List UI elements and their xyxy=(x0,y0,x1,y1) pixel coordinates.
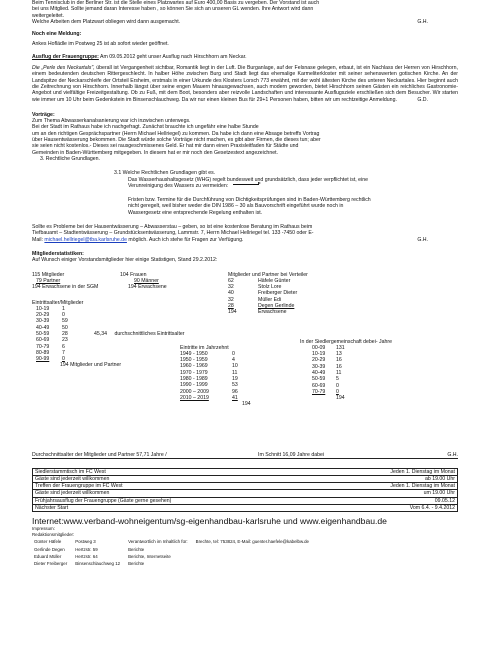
closing-line-2: Tiefbauamt – Stadtentwässerung – Grundstücksentwässerung, Lammstr. 7, Herrn Michael Hellriegel tel. 133 -7450 oder E- xyxy=(32,230,314,237)
years-count: 16 xyxy=(336,363,342,370)
item-3-1-text-2: Verunreinigung des Wassers zu vermeiden: xyxy=(32,183,458,189)
member-role: Berichte, Internetseite xyxy=(128,553,171,559)
verteiler-table xyxy=(228,278,300,316)
member-street: Binsenschlauchweg 12 xyxy=(75,561,121,567)
jahr-total: 194 xyxy=(242,401,251,408)
age-count: 6 xyxy=(62,343,65,350)
ausflug-first-rest: überall ist Vergangenheit sichtbar, Romantik liegt in der Luft. xyxy=(94,65,236,72)
years-range: 70-79 xyxy=(312,388,326,395)
member-extra: Brechte, tel: 753824, E-Mail: guenter.haefele@kabelbw.de xyxy=(195,539,309,545)
event-time: 09.05.12 xyxy=(323,497,458,504)
decade-count: 0 xyxy=(232,350,235,357)
member-role: Berichte xyxy=(128,561,145,567)
table-row xyxy=(34,554,315,559)
intro-line-1: Beim Tennisclub in der Berliner Str. ist die Stelle eines Platzwartes auf Euro 400,00 Basis zu vergeben. Der Vorstand ist auch xyxy=(32,0,320,6)
vortraege-line-6: Gemeinden in Baden-Württemberg mitgegeben. In diesem hat er mir noch den Gesetzestext angezeichnet. xyxy=(32,149,278,156)
avg-line-left: Durchschnittsalter der Mitglieder und Partner 57,71 Jahre / xyxy=(32,451,167,458)
member-name: Eduard Müller xyxy=(34,553,62,559)
table-row xyxy=(33,483,458,490)
table-row xyxy=(33,468,458,475)
footer-url[interactable]: Internet:www.verband-wohneigentum/sg-eigenhandbau-karlsruhe und www.eigenhandbau.de xyxy=(32,516,387,527)
platzwart-notice xyxy=(32,0,458,25)
eintritt-title: Eintrittsalter/Mitglieder xyxy=(32,299,84,306)
fristen-2: nicht geregelt, weil bisher weder die DIN 1986 – 30 als Bauvorschrift eingeführt wurde noch in xyxy=(128,203,344,210)
verteiler-name: Freiberger Dieter xyxy=(258,290,298,297)
verteiler-count: 32 xyxy=(228,296,234,303)
verteiler-count: 40 xyxy=(228,290,234,297)
table-row xyxy=(34,561,315,566)
eintritt-table xyxy=(32,306,71,363)
event-label: Siedlerstammtisch im FC West xyxy=(33,468,323,475)
decade-range: 1950 - 1959 xyxy=(180,357,208,364)
years-range: 10-19 xyxy=(312,351,326,358)
event-time: um 19.00 Uhr xyxy=(323,490,458,497)
age-range: 40-49 xyxy=(36,324,50,331)
age-range: 20-29 xyxy=(36,312,50,319)
redaktion-label: Redaktionsmitglieder: xyxy=(32,531,75,537)
event-label: Gäste sind jederzeit willkommen xyxy=(33,475,323,482)
jahr-table xyxy=(172,351,241,401)
item-3: 3. Rechtliche Grundlagen. xyxy=(40,155,100,162)
member-role: Verantwortlich im Inhaltlich für: xyxy=(128,539,188,545)
vortraege-section xyxy=(32,112,458,243)
noch-eine-meldung xyxy=(32,31,458,48)
jahr-title: Eintritte im Jahrzehnt xyxy=(180,344,229,351)
age-range: 30-39 xyxy=(36,318,50,325)
fristen-3: Wassergesetz eine entsprechende Regelung enthalten ist. xyxy=(128,209,263,216)
years-range: 30-39 xyxy=(312,363,326,370)
item-3-1: 3.1 Welche Rechtlichen Grundlagen gibt es. xyxy=(114,170,216,177)
events-table xyxy=(32,468,458,513)
ausflug-section xyxy=(32,54,458,103)
decade-count: 19 xyxy=(232,375,238,382)
statistik-subheading: Auf Wunsch einiger Vorstandsmitglieder hier einige Statistigen, Stand 29.2.2012: xyxy=(32,257,218,264)
decade-range: 2010 – 2019 xyxy=(180,394,209,401)
decade-range: 1960 - 1969 xyxy=(180,363,208,370)
vortraege-signature: G.H. xyxy=(417,236,428,243)
event-time: Jeden 1. Dienstag im Monat xyxy=(323,483,458,490)
sgm-title: In der Siedlergemeinschaft debei- Jahre xyxy=(300,338,392,345)
member-name: Dieter Freiberger xyxy=(34,561,68,567)
ausflug-heading-rest: Am 09.05.2012 geht unser Ausflug nach Hirschhorn am Neckar. xyxy=(98,53,247,60)
decade-range: 1949 - 1950 xyxy=(180,350,208,357)
member-name: Gerlinde Degen xyxy=(34,546,65,552)
table-row xyxy=(33,504,458,511)
table-row xyxy=(33,490,458,497)
age-count: 50 xyxy=(62,324,68,331)
age-count: 0 xyxy=(62,312,65,319)
years-range: 60-69 xyxy=(312,382,326,389)
decade-range: 1990 - 1999 xyxy=(180,382,208,389)
table-row xyxy=(228,309,300,315)
event-time: Vom 6.4. - 9.4.2012 xyxy=(323,504,458,511)
closing-line-1: Sollte es Probleme bei der Hausentwässerung – Abwasserstau – geben, so ist eine kostenlose Beratung im Rathaus beim xyxy=(32,224,313,231)
vortraege-line-5: sie seien nicht kostenlos.- Dieses sei rausgeschmissenes Geld. Er hat mir dann einen Praxisleitfaden für Städte und xyxy=(32,143,299,150)
mitglieder-block: 115 Mitglieder 104 Frauen 79 Partner 90 Männer 194 Erwachsene in der SGM 194 Erwachsene xyxy=(32,271,167,291)
event-time: Jeden 1. Dienstag im Monat xyxy=(323,468,458,475)
member-extra xyxy=(196,561,315,566)
ausflug-body-text: Die Burganlage, auf der Felsnase gelegen, erbaut, ist ein Nachlass der Herren von Hirschhorn, einem bedeutenden deutschen Rittergeschlecht. In halber Höhe zwischen Burg und Stadt liegt das ehemalige Karmeliterkloster mit seiner sehenswerten gotischen Kirche. An der Landspitze der Neckarschleife der Ortsteil Ersheim, erstmals in einer Urkunde des Klosters Lorsch 773 erwähnt, mit der wohl ältesten Kirche des unteren Neckartales. Hier beginnt auch die Zeitrechnung von Hirschhorn. Innerhalb längst über seine engen Mauern hinausgewachsen, auch modern geworden, bietet Hirschhorn seinen Gästen ein reichliches Gastronomie-Angebot und vielfältige Freizeitgestaltung. Ob zu Fuß, mit dem Boot, besonders aber reizvolle Landschaften und interessante Ausflugsziele erschließen sich dem Besucher. Wir starten wie immer um 10 Uhr beim Gedenkstein im Binsenschlauchweg. Da wir nur einen kleinen Bus für 29+1 Personen haben, bitten wir um rechtzeitige Anmeldung. xyxy=(32,65,458,103)
table-row xyxy=(34,547,315,552)
member-street: Hertzstr. 64 xyxy=(75,553,98,559)
vortraege-line-4: über Hausentwässerung bekommen. Die Stadt würde solche Vorträge nicht machen, es gibt aber Firmen, die dieses tun; aber xyxy=(32,137,321,144)
age-count: 1 xyxy=(62,305,65,312)
noch-eine-text: Ankes Hoflädle im Postweg 25 ist ab sofort wieder geöffnet. xyxy=(32,41,169,48)
age-range: 10-19 xyxy=(36,305,50,312)
years-range: 20-29 xyxy=(312,357,326,364)
verteiler-name: Stolz Lore xyxy=(258,284,282,291)
age-range: 70-79 xyxy=(36,343,50,350)
event-label: Gäste sind jederzeit willkommen xyxy=(33,490,323,497)
fristen-1: Fristen bzw. Termine für die Durchführung von Dichtigkeitsprüfungen sind in Baden-Württemberg rechtlich xyxy=(128,197,371,204)
arrow-icon xyxy=(233,184,259,185)
avg-line-end: G.H. xyxy=(447,451,458,458)
table-row xyxy=(33,475,458,482)
age-count: 0 xyxy=(62,356,65,363)
intro-signature: G.H. xyxy=(417,18,428,25)
impressum-label: Impressum: xyxy=(32,526,55,532)
verteiler-name: Müller Edi xyxy=(258,296,282,303)
age-range: 90-99 xyxy=(36,356,50,363)
email-link[interactable]: michael.hellriegel@tba.karlsruhe.de xyxy=(44,236,127,243)
intro-line-3: weitergeleitet. xyxy=(32,12,65,19)
avg-label: durchschnittliches Eintrittsalter xyxy=(114,330,185,337)
verteiler-name: Degen Gerlinde xyxy=(258,302,295,309)
avg-line xyxy=(32,452,458,459)
event-time: ab 19.00 Uhr xyxy=(323,475,458,482)
vortraege-heading: Vorträge: xyxy=(32,111,55,118)
age-range: 60-69 xyxy=(36,337,50,344)
age-count: 28 xyxy=(62,330,68,337)
table-row xyxy=(33,497,458,504)
decade-range: 1980 - 1989 xyxy=(180,375,208,382)
event-label: Frühjahrsausflug der Frauengruppe (Gäste gerne gesehen) xyxy=(33,497,323,504)
years-range: 00-09 xyxy=(312,344,326,351)
years-count: 11 xyxy=(336,369,342,376)
verteiler-name: Häfele Günter xyxy=(258,277,291,284)
decade-count: 11 xyxy=(232,369,238,376)
vortraege-line-3: um an den richtigen Gesprächspartner (Herrn Michael Hellriegel) zu kommen. Da habe ich dann eine Absage betreffs Vortrag xyxy=(32,130,320,137)
impressum xyxy=(32,526,458,568)
verteiler-count: 28 xyxy=(228,302,234,309)
member-role: Berichte xyxy=(128,546,145,552)
statistik-section xyxy=(32,251,458,466)
verteiler-block xyxy=(228,272,308,316)
ausflug-body xyxy=(32,65,458,103)
verteiler-count: 32 xyxy=(228,284,234,291)
years-count: 131 xyxy=(336,344,345,351)
decade-count: 4 xyxy=(232,357,235,364)
sgm-block xyxy=(300,339,392,402)
vortraege-line-2: Bei der Stadt im Rathaus habe ich nachgefragt. Zunächst brauchte ich ungefähr eine halbe Stunde xyxy=(32,124,259,131)
decade-range: 1970 - 1979 xyxy=(180,369,208,376)
years-count: 13 xyxy=(336,351,342,358)
member-street: Hertzstr. 59 xyxy=(75,546,98,552)
closing-line-3: Mail: michael.hellriegel@tba.karlsruhe.de möglich. Auch ich stehe für Fragen zur Verfügung. G.H. xyxy=(32,236,428,243)
decade-count: 53 xyxy=(232,382,238,389)
decade-range: 2000 – 2009 xyxy=(180,388,209,395)
verteiler-title: Mitglieder und Partner bei Verteiler xyxy=(228,271,308,278)
age-range: 50-59 xyxy=(36,330,50,337)
vortraege-line-1: Zum Thema Abwasserkanalsanierung war ich inzwischen unterwegs. xyxy=(32,118,191,125)
ausflug-heading: Ausflug der Frauengruppe: xyxy=(32,53,99,60)
event-label: Treffen der Frauengruppe im FC West xyxy=(33,483,323,490)
member-street: Postweg 3 xyxy=(75,539,96,545)
sgm-total: 194 xyxy=(336,395,345,402)
age-count: 23 xyxy=(62,337,68,344)
avg-value: 45,34 xyxy=(94,330,107,337)
decade-count: 10 xyxy=(232,363,238,370)
member-extra xyxy=(196,554,315,559)
avg-entry xyxy=(94,331,185,337)
age-count: 7 xyxy=(62,349,65,356)
total-label: 194 Mitglieder und Partner xyxy=(60,362,122,369)
statistik-heading: Mitgliederstatistiken: xyxy=(32,250,84,257)
sgm-table xyxy=(312,345,348,395)
stats-area xyxy=(32,266,458,466)
verteiler-count: 62 xyxy=(228,277,234,284)
verteiler-count: 194 xyxy=(228,309,237,316)
event-label: Nächster Start xyxy=(33,504,323,511)
jahrzehnt-block xyxy=(172,345,251,408)
ausflug-heading-line xyxy=(32,54,458,60)
years-range: 50-59 xyxy=(312,376,326,383)
ausflug-quote: Die „Perle des Neckartals", xyxy=(32,65,95,72)
years-count: 0 xyxy=(336,382,339,389)
avg-line-right: Im Schnitt 16,09 Jahre dabei xyxy=(258,451,325,458)
ausflug-signature: G.D. xyxy=(417,96,428,103)
years-count: 5 xyxy=(336,376,339,383)
table-row xyxy=(34,539,315,544)
age-range: 80-89 xyxy=(36,349,50,356)
member-extra xyxy=(196,547,315,552)
age-count: 59 xyxy=(62,318,68,325)
impressum-table xyxy=(32,537,317,569)
noch-eine-heading: Noch eine Meldung: xyxy=(32,31,82,38)
decade-count: 41 xyxy=(232,394,238,401)
years-count: 16 xyxy=(336,357,342,364)
verteiler-name: Erwachsene xyxy=(258,309,287,316)
intro-line-2: bei uns Mitglied. Sollte jemand daran Interesse haben , so können Sie sich an unseren GL wenden. Ihre Antwort wird dann xyxy=(32,6,314,13)
intro-line-4: Welche Arbeiten dem Platzwart obliegen wird dann ausgemacht. G.H. xyxy=(32,18,428,25)
item-3-1-text-1: Das Wasserhaushaltsgesetz (WHG) regelt bundesweit und grundsätzlich, dass jeder verpflichtet ist, eine xyxy=(128,176,368,183)
years-range: 40-49 xyxy=(312,369,326,376)
years-count: 0 xyxy=(336,388,339,395)
decade-count: 96 xyxy=(232,388,238,395)
member-name: Günter Häfele xyxy=(34,539,62,545)
